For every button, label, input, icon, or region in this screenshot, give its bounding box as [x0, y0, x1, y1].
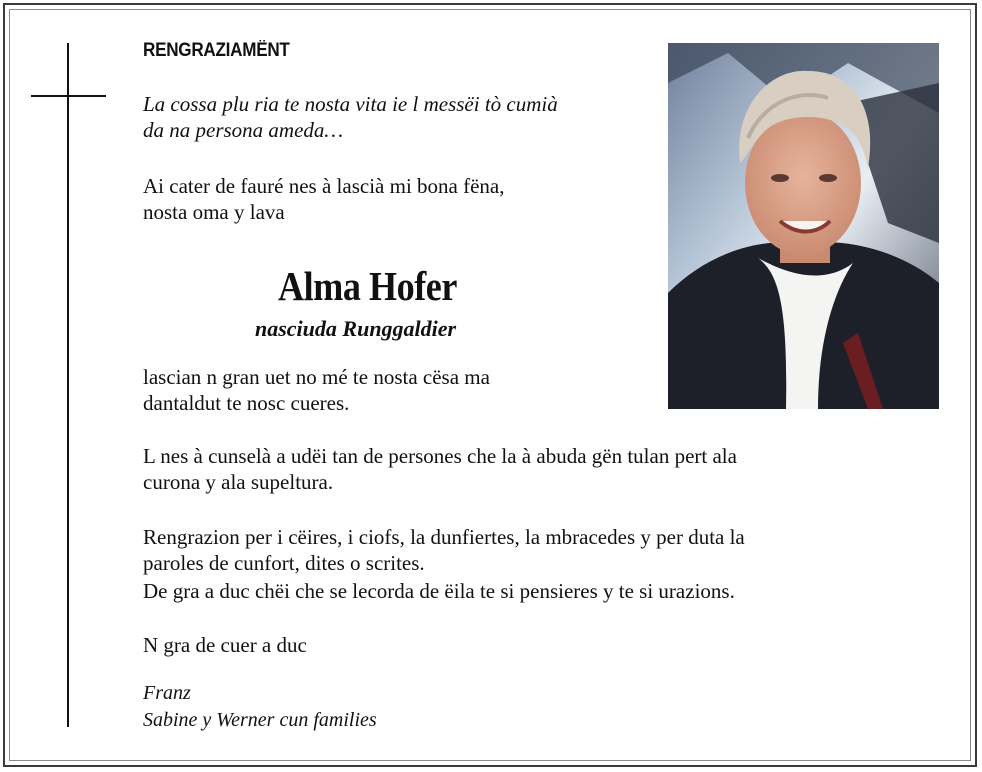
deceased-name: Alma Hofer [278, 263, 457, 309]
portrait-illustration [668, 43, 939, 409]
paragraph-remembrance: De gra a duc chëi che se lecorda de ëila te si pensieres y te si urazions. [143, 579, 735, 603]
paragraph-loss: lascian n gran uet no mé te nosta cësa ma dantaldut te nosc cueres. [143, 365, 490, 415]
maiden-name: nasciuda Runggaldier [255, 316, 457, 341]
portrait-photo [668, 43, 939, 409]
closing-line: N gra de cuer a duc [143, 633, 307, 657]
cross-vertical-bar [67, 43, 69, 727]
opening-quote: La cossa plu ria te nosta vita ie l messëi tò cumià da na persona ameda… [143, 92, 558, 142]
signature: Franz Sabine y Werner cun families [143, 682, 377, 731]
notice-heading: RENGRAZIAMËNT [143, 40, 290, 61]
paragraph-support: L nes à cunselà a udëi tan de persones che la à abuda gën tulan pert ala curona y ala supeltura. [143, 444, 737, 494]
paragraph-thanks: Rengrazion per i cëires, i ciofs, la dunfiertes, la mbracedes y per duta la paroles de cunfort, dites o scrites. [143, 525, 745, 575]
intro-text: Ai cater de fauré nes à lascià mi bona fëna, nosta oma y lava [143, 174, 505, 224]
cross-horizontal-bar [31, 95, 106, 97]
